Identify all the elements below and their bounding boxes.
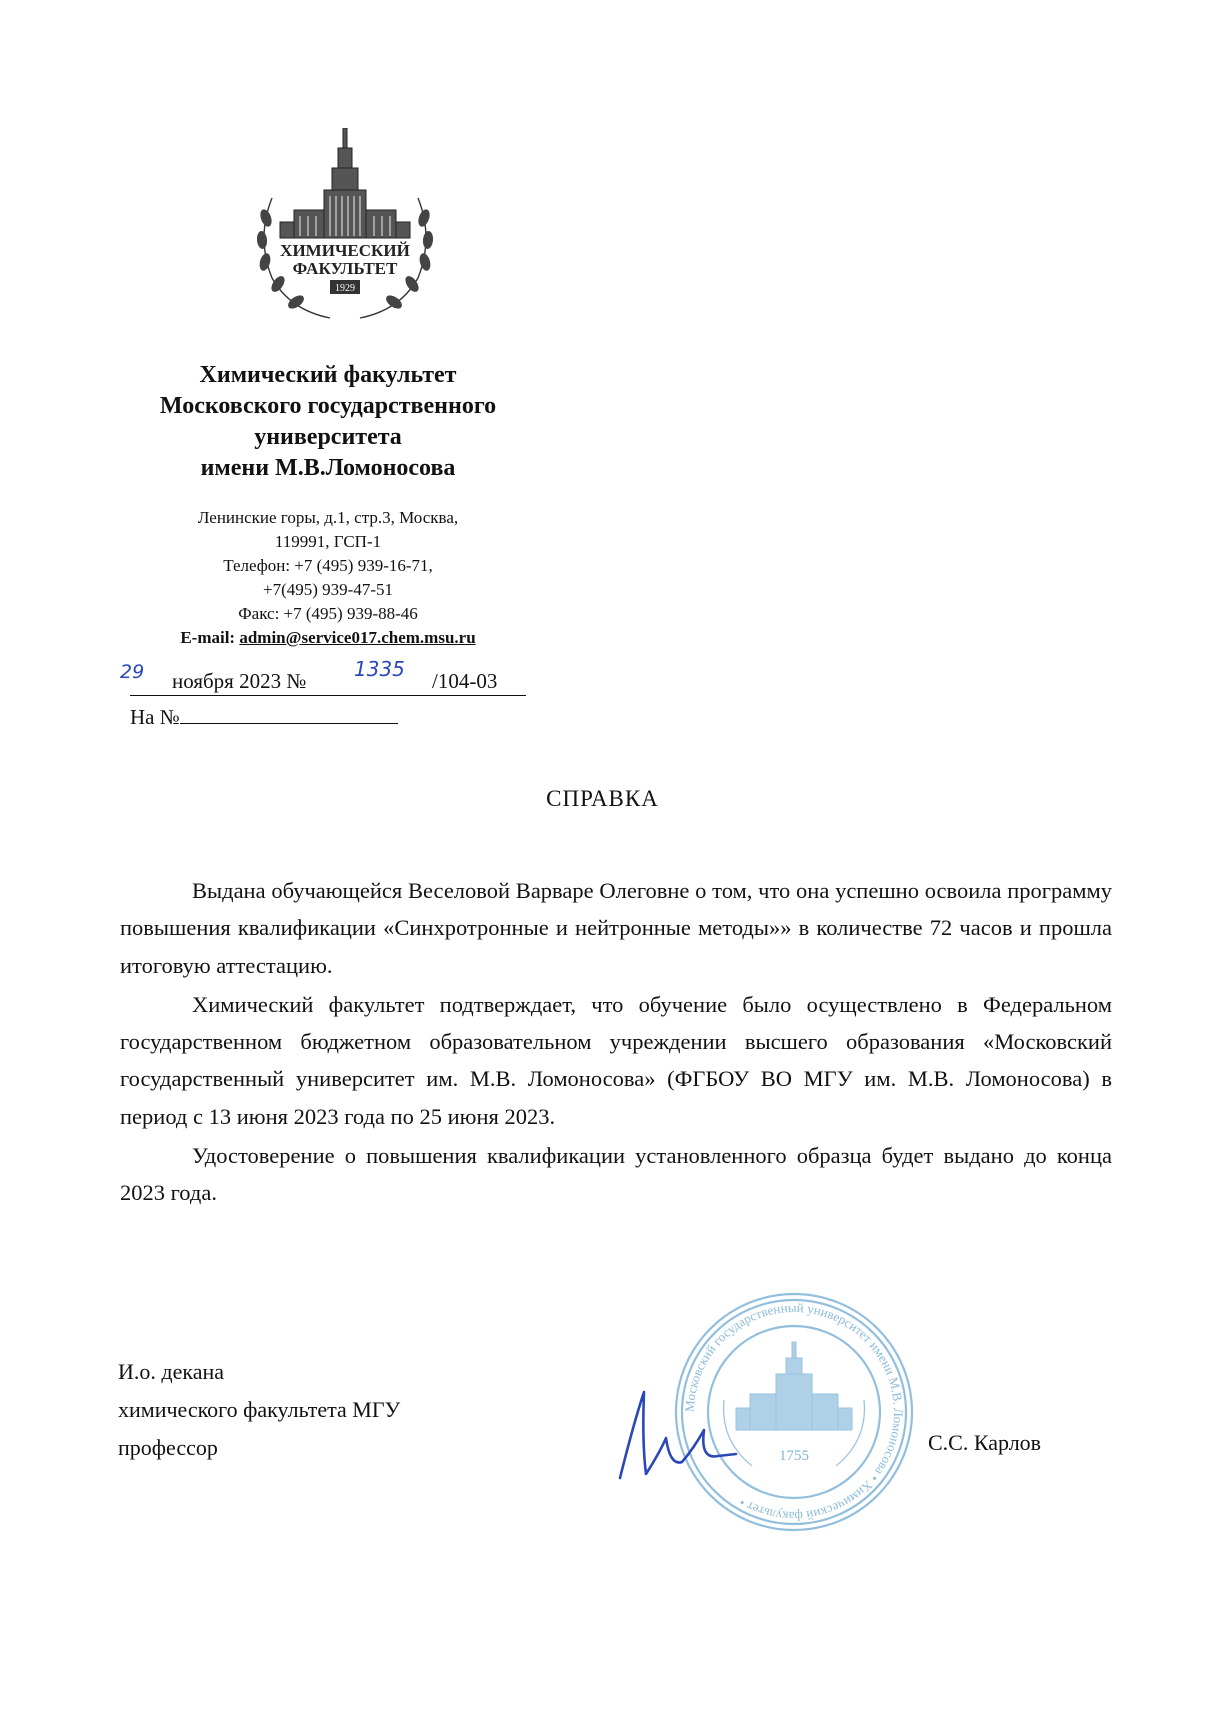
contacts-block [118,506,538,650]
outgoing-number-line [120,657,526,696]
reference-line [130,705,398,730]
reference-blank [180,705,398,724]
email-line [118,626,538,650]
position-line: И.о. декана [118,1359,225,1384]
email-link[interactable]: admin@service017.chem.msu.ru [239,628,476,647]
outgoing-month-year: ноября 2023 № [172,669,307,693]
body-paragraph: Выдана обучающейся Веселовой Варваре Олеговне о том, что она успешно освоила программу повышения квалификации «Синхротронные и нейтронные методы»» в количестве 72 часов и прошла итоговую аттестацию. [120,878,1112,978]
email-label: E-mail: [180,628,236,647]
signatory-name: С.С. Карлов [928,1430,1042,1455]
org-name-line: имени М.В.Ломоносова [200,455,456,481]
emblem-year: 1929 [335,283,355,294]
stamp-year: 1755 [779,1448,809,1464]
address-line: Ленинские горы, д.1, стр.3, Москва, [197,508,459,527]
org-name-line: Московского государственного [159,393,497,419]
handwritten-signature-icon [612,1382,742,1492]
signatory-position [118,1353,400,1467]
outgoing-suffix: /104-03 [432,669,498,693]
body-paragraph: Удостоверение о повышения квалификации установленного образца будет выдано до конца 2023 года. [120,1143,1112,1206]
document-body [120,872,1112,1214]
handwritten-number: 1335 [354,657,405,681]
org-name-line: университета [254,424,402,450]
stamp-ring-text: Московский государственный университет имени М.В. Ломоносова • Химический факультет • [681,1299,907,1525]
emblem-line2: ФАКУЛЬТЕТ [292,259,398,278]
address-line: 119991, ГСП-1 [274,532,382,551]
reference-label: На № [130,705,180,729]
position-line: химического факультета МГУ [118,1397,401,1422]
fax-line: Факс: +7 (495) 939-88-46 [238,604,418,623]
phone-line: Телефон: +7 (495) 939-16-71, [223,556,433,575]
org-name-line: Химический факультет [199,362,457,388]
letterhead [118,360,538,650]
document-title: СПРАВКА [546,786,659,811]
university-building-emblem-icon [250,128,440,330]
handwritten-day: 29 [120,661,145,683]
body-paragraph: Химический факультет подтверждает, что обучение было осуществлено в Федеральном государственном бюджетном образовательном учреждении высшего образования «Московский государственный университет им. М.В. Ломоносова» (ФГБОУ ВО МГУ им. М.В. Ломоносова) в период с 13 июня 2023 года по 25 июня 2023. [120,991,1112,1129]
emblem-line1: ХИМИЧЕСКИЙ [280,241,410,260]
position-line: профессор [118,1435,218,1460]
phone-line: +7(495) 939-47-51 [263,580,393,599]
